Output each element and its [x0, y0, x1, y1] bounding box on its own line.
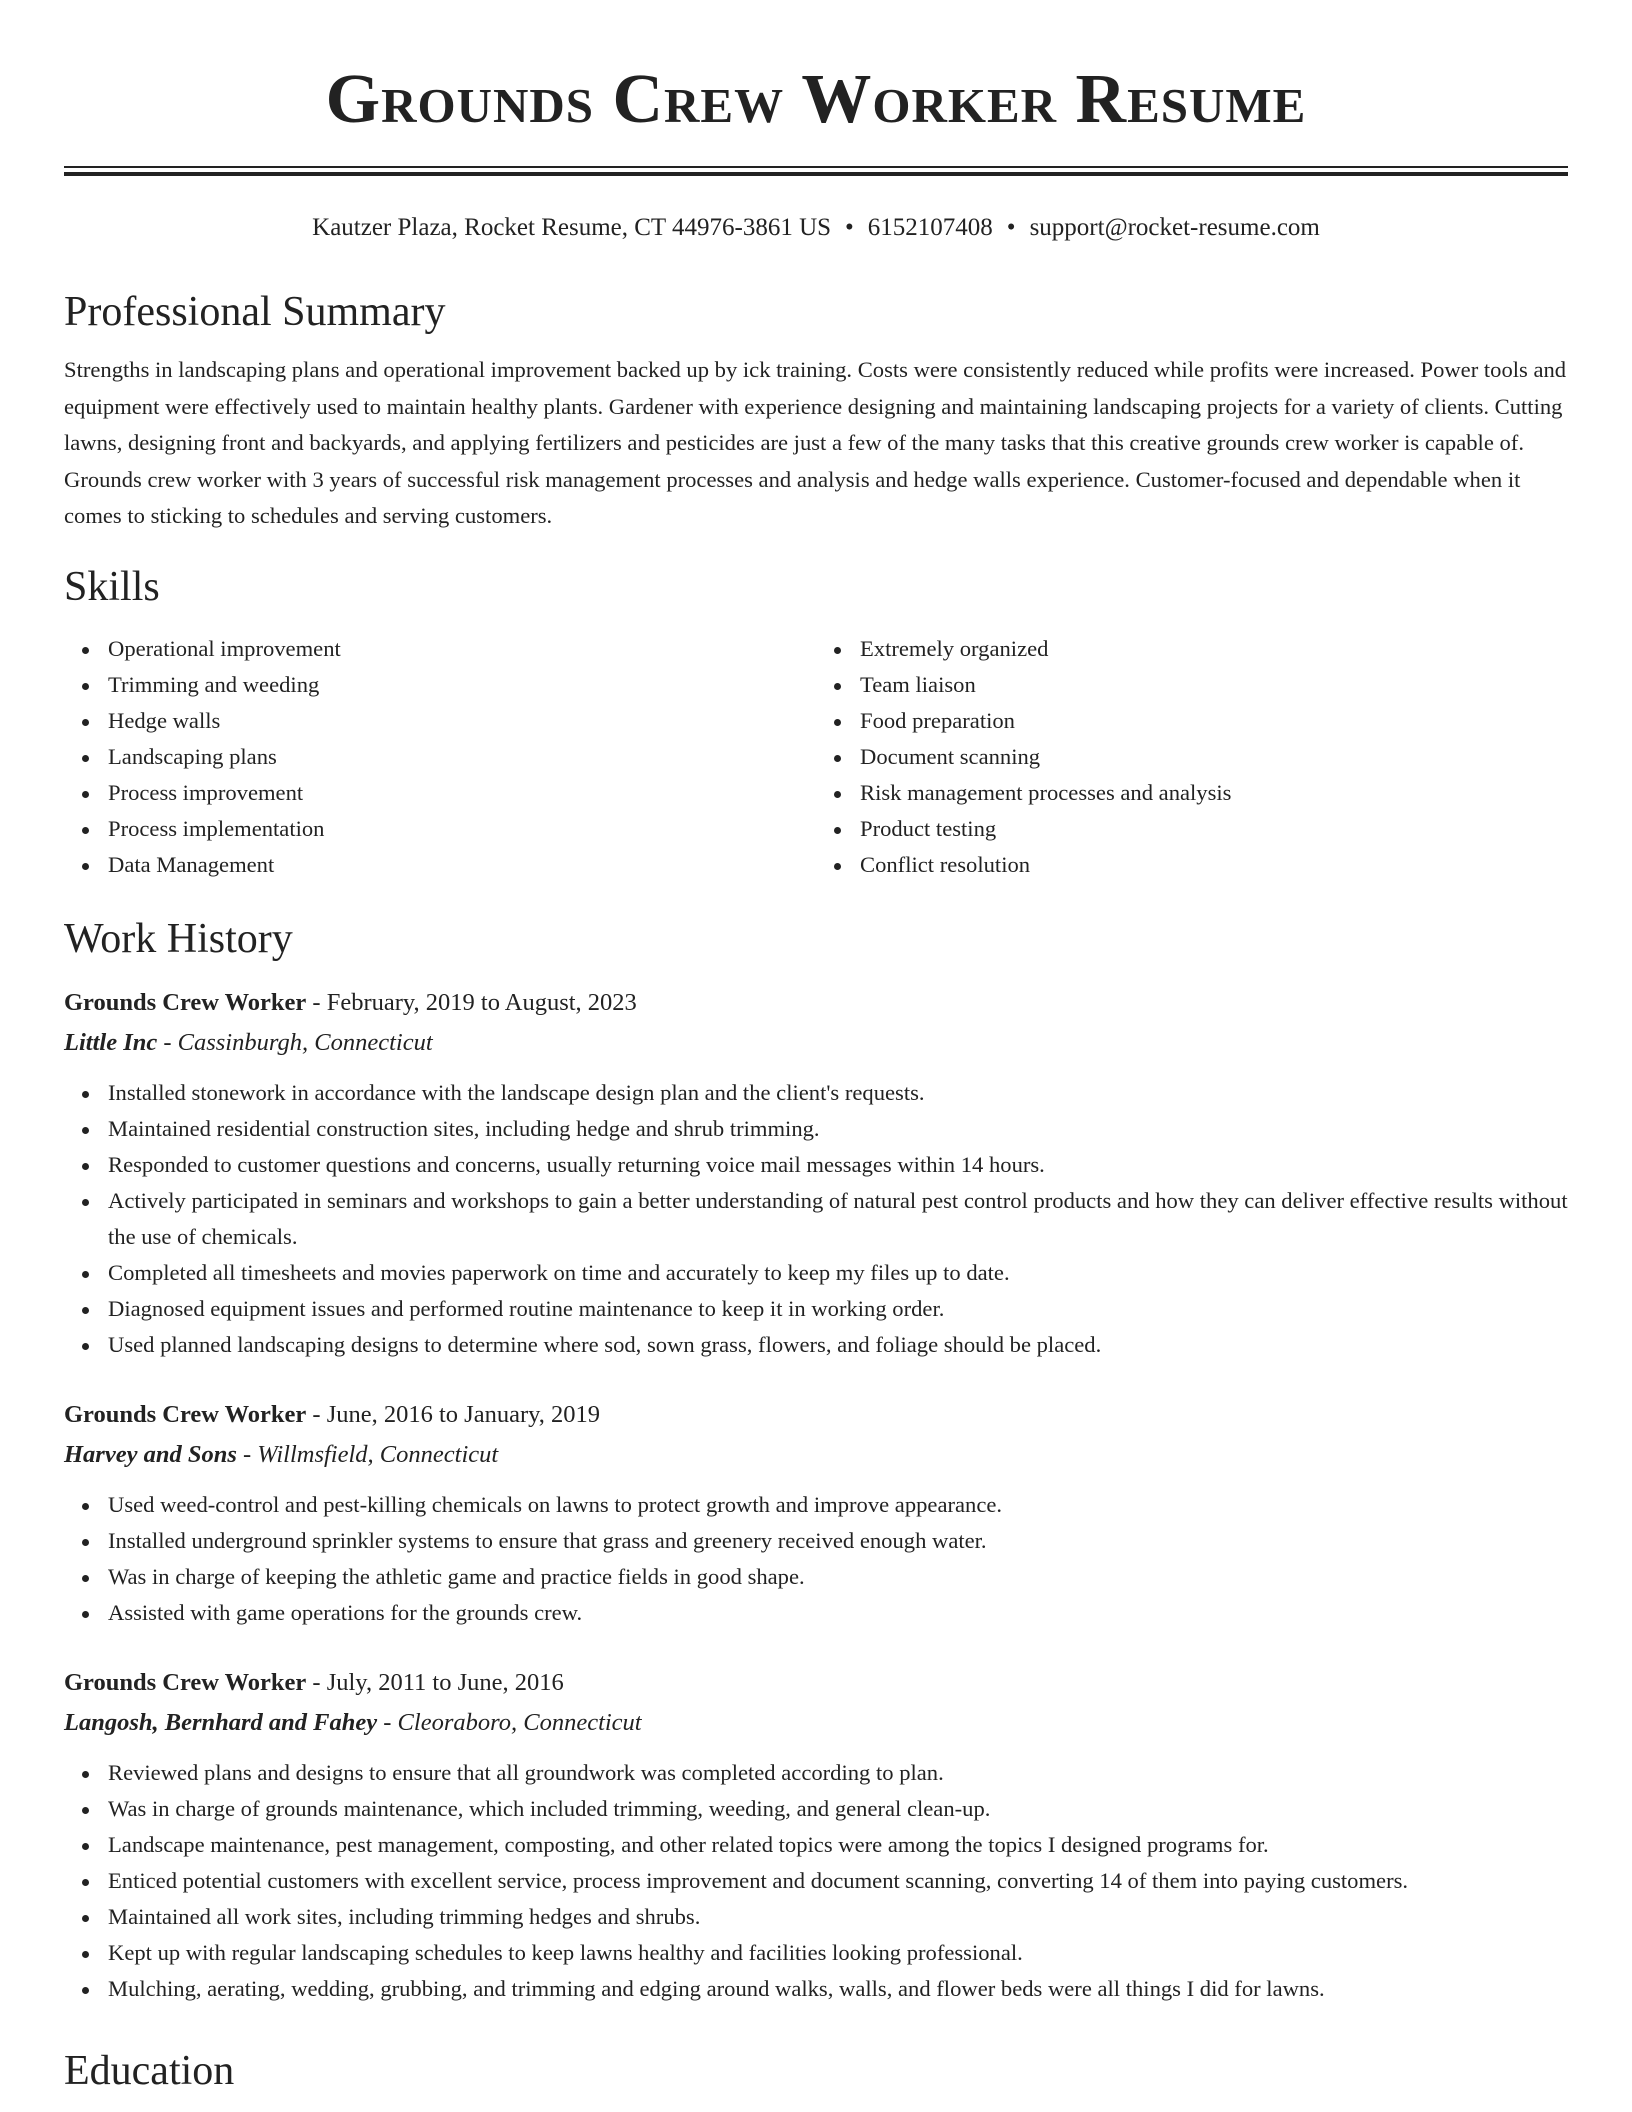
job-location: - Willmsfield, Connecticut	[236, 1440, 499, 1468]
job-title-line	[64, 983, 1568, 1023]
contact-line	[64, 212, 1568, 244]
skill-item: Team liaison	[860, 667, 1568, 703]
job-bullet: Maintained all work sites, including trimming hedges and shrubs.	[108, 1899, 1568, 1935]
job-bullet: Actively participated in seminars and workshops to gain a better understanding of natural pest control products and how they can deliver effective results without the use of chemicals.	[108, 1183, 1568, 1255]
job-company-line	[64, 1703, 1568, 1743]
job-bullet: Installed stonework in accordance with the landscape design plan and the client's requests.	[108, 1075, 1568, 1111]
job-bullets	[64, 1487, 1568, 1631]
skills-column-left	[64, 631, 816, 883]
job-bullet: Used weed-control and pest-killing chemicals on lawns to protect growth and improve appearance.	[108, 1487, 1568, 1523]
job-bullets	[64, 1075, 1568, 1363]
contact-phone: 6152107408	[867, 214, 993, 241]
job-bullet: Reviewed plans and designs to ensure that all groundwork was completed according to plan.	[108, 1755, 1568, 1791]
job-location: - Cleoraboro, Connecticut	[377, 1708, 642, 1736]
job-entry	[64, 983, 1568, 1363]
job-bullet: Installed underground sprinkler systems to ensure that grass and greenery received enough water.	[108, 1523, 1568, 1559]
job-location: - Cassinburgh, Connecticut	[157, 1028, 433, 1056]
skill-item: Process improvement	[108, 775, 816, 811]
work-history-heading: Work History	[64, 915, 293, 962]
job-dates: - July, 2011 to June, 2016	[306, 1668, 564, 1696]
job-company: Harvey and Sons	[64, 1440, 237, 1468]
job-company: Little Inc	[64, 1028, 158, 1056]
resume-title: Grounds Crew Worker Resume	[325, 61, 1307, 138]
skills-column-right	[816, 631, 1568, 883]
skill-item: Operational improvement	[108, 631, 816, 667]
job-company: Langosh, Bernhard and Fahey	[64, 1708, 378, 1736]
job-bullet: Mulching, aerating, wedding, grubbing, and trimming and edging around walks, walls, and flower beds were all things I did for lawns.	[108, 1971, 1568, 2007]
skill-item: Data Management	[108, 847, 816, 883]
job-bullet: Completed all timesheets and movies paperwork on time and accurately to keep my files up to date.	[108, 1255, 1568, 1291]
job-dates: - February, 2019 to August, 2023	[306, 988, 637, 1016]
job-bullet: Enticed potential customers with excellent service, process improvement and document scanning, converting 14 of them into paying customers.	[108, 1863, 1568, 1899]
job-bullet: Diagnosed equipment issues and performed routine maintenance to keep it in working order.	[108, 1291, 1568, 1327]
skill-item: Trimming and weeding	[108, 667, 816, 703]
job-bullet: Was in charge of keeping the athletic game and practice fields in good shape.	[108, 1559, 1568, 1595]
summary-text: Strengths in landscaping plans and operational improvement backed up by ick training. Costs were consistently reduced while profits were increased. Power tools and equipment were effectively used to maintain healthy plants. Gardener with experience designing and maintaining landscaping projects for a variety of clients. Cutting lawns, designing front and backyards, and applying fertilizers and pesticides are just a few of the many tasks that this creative grounds crew worker is capable of. Grounds crew worker with 3 years of successful risk management processes and analysis and hedge walls experience. Customer-focused and dependable when it comes to sticking to schedules and serving customers.	[64, 357, 1567, 528]
job-bullet: Landscape maintenance, pest management, composting, and other related topics were among the topics I designed programs for.	[108, 1827, 1568, 1863]
job-title: Grounds Crew Worker	[64, 1668, 307, 1696]
job-title: Grounds Crew Worker	[64, 988, 307, 1016]
skill-item: Risk management processes and analysis	[860, 775, 1568, 811]
title-divider-thin	[64, 166, 1568, 168]
skill-item: Hedge walls	[108, 703, 816, 739]
skill-item: Conflict resolution	[860, 847, 1568, 883]
skill-item: Food preparation	[860, 703, 1568, 739]
contact-address: Kautzer Plaza, Rocket Resume, CT 44976-3861 US	[312, 214, 832, 241]
contact-email: support@rocket-resume.com	[1029, 214, 1320, 241]
job-entry	[64, 1663, 1568, 2007]
job-title-line	[64, 1663, 1568, 1703]
contact-separator: •	[1006, 214, 1016, 241]
job-bullet: Used planned landscaping designs to determine where sod, sown grass, flowers, and foliage should be placed.	[108, 1327, 1568, 1363]
title-divider-thick	[64, 172, 1568, 176]
job-bullet: Assisted with game operations for the grounds crew.	[108, 1595, 1568, 1631]
job-bullet: Responded to customer questions and concerns, usually returning voice mail messages within 14 hours.	[108, 1147, 1568, 1183]
skills-heading: Skills	[64, 563, 160, 610]
job-company-line	[64, 1435, 1568, 1475]
job-bullet: Was in charge of grounds maintenance, which included trimming, weeding, and general clean-up.	[108, 1791, 1568, 1827]
skill-item: Product testing	[860, 811, 1568, 847]
job-company-line	[64, 1023, 1568, 1063]
job-entry	[64, 1395, 1568, 1631]
job-bullets	[64, 1755, 1568, 2007]
job-dates: - June, 2016 to January, 2019	[306, 1400, 601, 1428]
job-title-line	[64, 1395, 1568, 1435]
job-bullet: Kept up with regular landscaping schedules to keep lawns healthy and facilities looking professional.	[108, 1935, 1568, 1971]
job-bullet: Maintained residential construction sites, including hedge and shrub trimming.	[108, 1111, 1568, 1147]
skill-item: Process implementation	[108, 811, 816, 847]
skill-item: Landscaping plans	[108, 739, 816, 775]
skill-item: Document scanning	[860, 739, 1568, 775]
contact-separator: •	[845, 214, 854, 241]
summary-heading: Professional Summary	[64, 289, 446, 335]
skills-list	[64, 631, 1568, 883]
skill-item: Extremely organized	[860, 631, 1568, 667]
education-heading: Education	[64, 2047, 235, 2094]
job-title: Grounds Crew Worker	[64, 1400, 307, 1428]
